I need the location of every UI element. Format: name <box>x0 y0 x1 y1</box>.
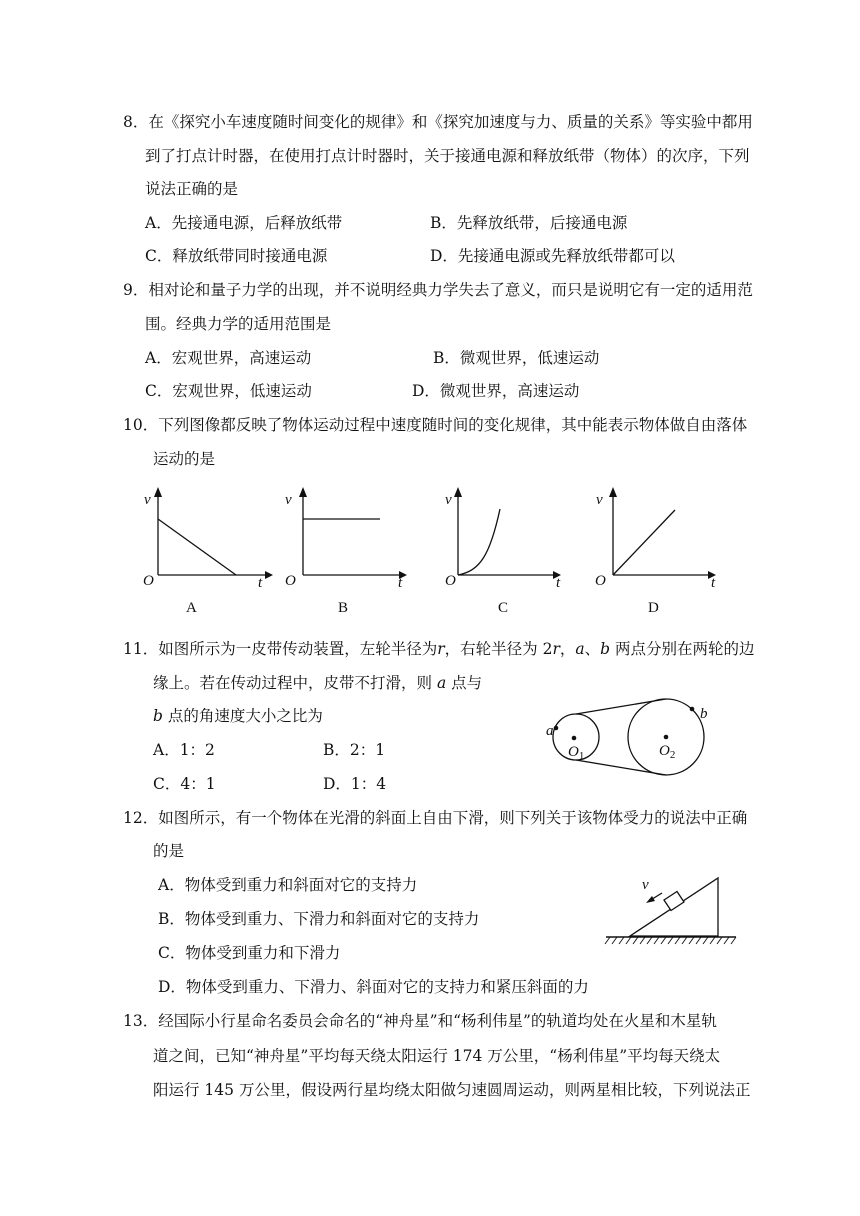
axis-t-label: t <box>711 575 716 591</box>
q11-stem-line3: b 点的角速度大小之比为 <box>153 707 323 725</box>
axis-t-label: t <box>556 575 561 591</box>
axis-v-label: v <box>285 492 292 508</box>
q11-stem-line2: 缘上。若在传动过程中，皮带不打滑，则 a 点与 <box>153 674 483 692</box>
vt-graph-c <box>440 485 580 615</box>
point-b-label: b <box>700 706 708 722</box>
graph-label-b: B <box>338 600 349 616</box>
vt-graph-a <box>140 485 280 615</box>
axis-t-label: t <box>258 575 263 591</box>
q10-stem-line2: 运动的是 <box>153 450 216 468</box>
axis-v-label: v <box>144 492 151 508</box>
q13-stem-line3: 阳运行 145 万公里，假设两行星均绕太阳做匀速圆周运动，则两星相比较，下列说法正 <box>153 1081 751 1099</box>
vt-graph-d <box>595 485 735 615</box>
q9-stem-line1: 9．相对论和量子力学的出现，并不说明经典力学失去了意义，而只是说明它有一定的适用范 <box>123 281 753 299</box>
q8-option-d: D．先接通电源或先释放纸带都可以 <box>430 247 675 265</box>
q12-stem-line2: 的是 <box>153 842 185 860</box>
q8-option-a: A．先接通电源，后释放纸带 <box>145 214 343 232</box>
velocity-label: v <box>642 877 649 893</box>
incline-diagram <box>600 870 740 950</box>
origin-label: O <box>143 573 154 589</box>
q9-option-d: D．微观世界，高速运动 <box>412 382 580 400</box>
belt-drive-diagram <box>540 690 740 800</box>
q12-stem-line1: 12．如图所示，有一个物体在光滑的斜面上自由下滑，则下列关于该物体受力的说法中正确 <box>123 809 748 827</box>
q8-stem-line2: 到了打点计时器，在使用打点计时器时，关于接通电源和释放纸带（物体）的次序，下列 <box>145 147 750 165</box>
q11-option-d: D．1：4 <box>323 775 387 793</box>
q13-stem-line2: 道之间，已知“神舟星”平均每天绕太阳运行 174 万公里，“杨利伟星”平均每天绕太 <box>153 1047 721 1065</box>
vt-graph-b <box>285 485 425 615</box>
center-o1-label: $O_1$ <box>568 744 585 762</box>
axis-v-label: v <box>445 492 452 508</box>
point-a-label: a <box>546 723 554 739</box>
origin-label: O <box>445 573 456 589</box>
q13-stem-line1: 13．经国际小行星命名委员会命名的“神舟星”和“杨利伟星”的轨道均处在火星和木星轨 <box>123 1012 717 1030</box>
axis-t-label: t <box>398 575 403 591</box>
q11-option-c: C．4：1 <box>153 775 216 793</box>
q9-option-c: C．宏观世界，低速运动 <box>145 382 312 400</box>
q9-stem-line2: 围。经典力学的适用范围是 <box>145 315 332 333</box>
sliding-block <box>664 892 684 911</box>
center-o2-label: $O_2$ <box>659 743 676 761</box>
graph-label-c: C <box>498 600 509 616</box>
q8-option-c: C．释放纸带同时接通电源 <box>145 247 328 265</box>
q8-stem-line3: 说法正确的是 <box>145 180 239 198</box>
q8-option-b: B．先释放纸带，后接通电源 <box>430 214 628 232</box>
graph-label-d: D <box>648 600 659 616</box>
q12-option-b: B．物体受到重力、下滑力和斜面对它的支持力 <box>158 910 480 928</box>
axis-v-label: v <box>596 492 603 508</box>
q9-option-a: A．宏观世界，高速运动 <box>145 349 312 367</box>
q10-stem-line1: 10．下列图像都反映了物体运动过程中速度随时间的变化规律，其中能表示物体做自由落体 <box>123 416 748 434</box>
q9-option-b: B．微观世界，低速运动 <box>433 349 600 367</box>
origin-label: O <box>595 573 606 589</box>
q11-stem-line1: 11．如图所示为一皮带传动装置，左轮半径为r，右轮半径为 2r，a、b 两点分别在两轮的边 <box>123 640 755 658</box>
q12-option-c: C．物体受到重力和下滑力 <box>158 944 341 962</box>
q11-option-a: A．1：2 <box>153 741 215 759</box>
q8-stem-line1: 8．在《探究小车速度随时间变化的规律》和《探究加速度与力、质量的关系》等实验中都用 <box>123 113 753 131</box>
q12-option-a: A．物体受到重力和斜面对它的支持力 <box>158 876 418 894</box>
origin-label: O <box>285 573 296 589</box>
q12-option-d: D．物体受到重力、下滑力、斜面对它的支持力和紧压斜面的力 <box>158 978 589 996</box>
graph-label-a: A <box>186 600 197 616</box>
q11-option-b: B．2：1 <box>323 741 386 759</box>
